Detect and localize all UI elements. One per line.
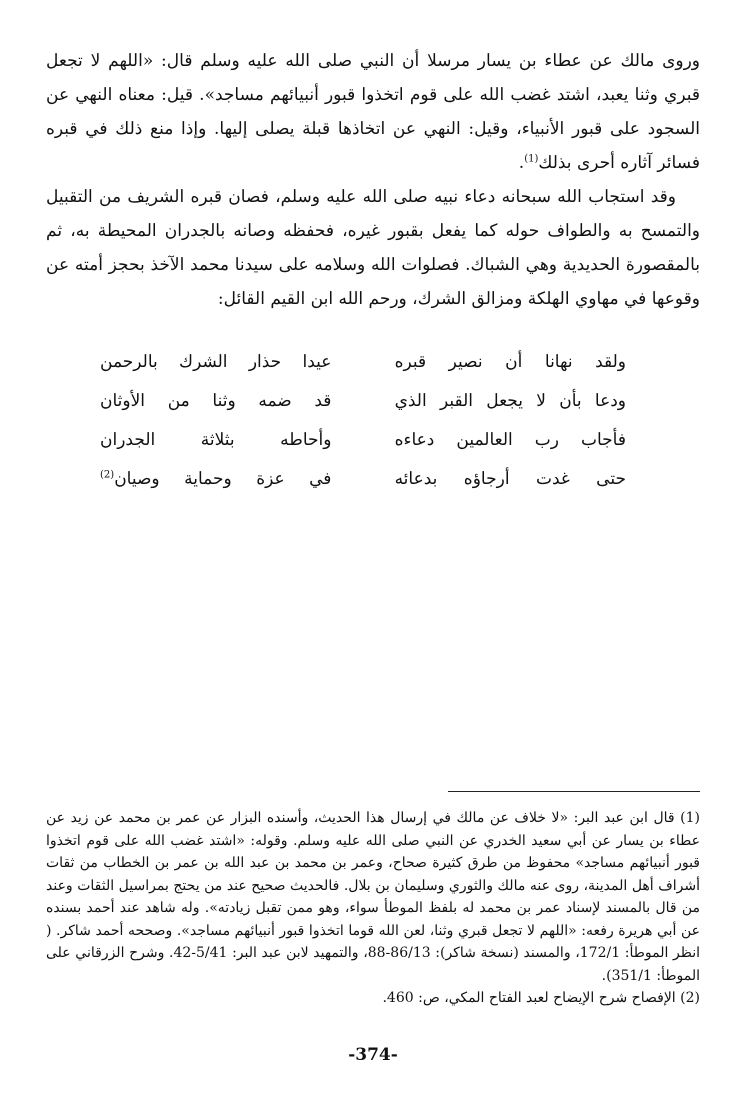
poem-verse bbox=[100, 460, 626, 499]
verse-second-hemistich bbox=[100, 460, 331, 499]
footnote-ref: (1) bbox=[524, 153, 539, 165]
page-number: -374- bbox=[348, 1045, 398, 1065]
poem-verse bbox=[100, 343, 626, 382]
verse-first-hemistich: فأجاب رب العالمين دعاءه bbox=[394, 430, 626, 450]
verse-first-hemistich: ولقد نهانا أن نصير قبره bbox=[394, 352, 626, 372]
paragraph: وقد استجاب الله سبحانه دعاء نبيه صلى الله عليه وسلم، فصان قبره الشريف من التقبيل والتمسح به والطواف حوله كما يفعل بقبور غيره، فحفظه وصانه بالجدران المحيطة به، ثم بالمقصورة الحديدية وهي الشباك. فصلوات الله وسلامه على سيدنا محمد الآخذ بحجز أمته عن وقوعها في مهاوي الهلكة ومزالق الشرك، ورحم الله ابن القيم القائل: bbox=[46, 187, 700, 309]
footnote: (2) الإفصاح شرح الإيضاح لعبد الفتاح المكي، ص: 460. bbox=[382, 990, 700, 1006]
verse-second-hemistich: وأحاطه بثلاثة الجدران bbox=[100, 430, 332, 450]
poem-verse bbox=[100, 421, 626, 460]
verse-first-hemistich: ودعا بأن لا يجعل القبر الذي bbox=[394, 391, 626, 411]
verse-second-text: في عزة وحماية وصيان bbox=[114, 469, 332, 489]
paragraph-text: وروى مالك عن عطاء بن يسار مرسلا أن النبي صلى الله عليه وسلم قال: «اللهم لا تجعل قبري وثنا يعبد، اشتد غضب الله على قوم اتخذوا قبور أنبيائهم مساجد». قيل: معناه النهي عن السجود على قبور الأنبياء، وقيل: النهي عن اتخاذها قبلة يصلى إليها. وإذا منع ذلك في قبره فسائر آثاره أحرى بذلك bbox=[46, 51, 700, 173]
footnote: (1) قال ابن عبد البر: «لا خلاف عن مالك في إرسال هذا الحديث، وأسنده البزار عن عمر بن محمد عن زيد عن عطاء بن يسار عن أبي سعيد الخدري عن النبي صلى الله عليه وسلم. وقوله: «اشتد غضب الله على قوم اتخذوا قبور أنبيائهم مساجد» محفوظ من طرق كثيرة صحاح، وعمر بن محمد بن عبد الله بن عمر بن الخطاب من ثقات أشراف أهل المدينة، روى عنه مالك والثوري وسليمان بن بلال. فالحديث صحيح عند من يحتج بمراسيل الثقات وعند من قال بالمسند لإسناد عمر بن محمد له بلفظ الموطأ سواء، وهو ممن تقبل زيادته». وله شاهد عند أحمد بسنده عن أبي هريرة رفعه: «اللهم لا تجعل قبري وثنا، لعن الله قوما اتخذوا قبور أنبيائهم مساجد». وصححه أحمد شاكر. ( انظر الموطأ: 172/1، والمسند (نسخة شاكر): 86/13-88، والتمهيد لابن عبد البر: 5/41-42. وشرح الزرقاني على الموطأ: 351/1). bbox=[46, 810, 700, 984]
body-text bbox=[46, 44, 700, 316]
footnotes bbox=[46, 807, 700, 1010]
verse-first-hemistich: حتى غدت أرجاؤه بدعائه bbox=[394, 469, 626, 489]
paragraph bbox=[46, 44, 700, 180]
poem-verse bbox=[100, 382, 626, 421]
verse-second-hemistich: قد ضمه وثنا من الأوثان bbox=[100, 391, 332, 411]
verse-second-hemistich: عيدا حذار الشرك بالرحمن bbox=[100, 352, 332, 372]
paragraph-end: . bbox=[518, 153, 525, 173]
poem bbox=[100, 343, 626, 499]
footnote-ref: (2) bbox=[100, 469, 115, 481]
footnote-separator bbox=[448, 791, 700, 792]
